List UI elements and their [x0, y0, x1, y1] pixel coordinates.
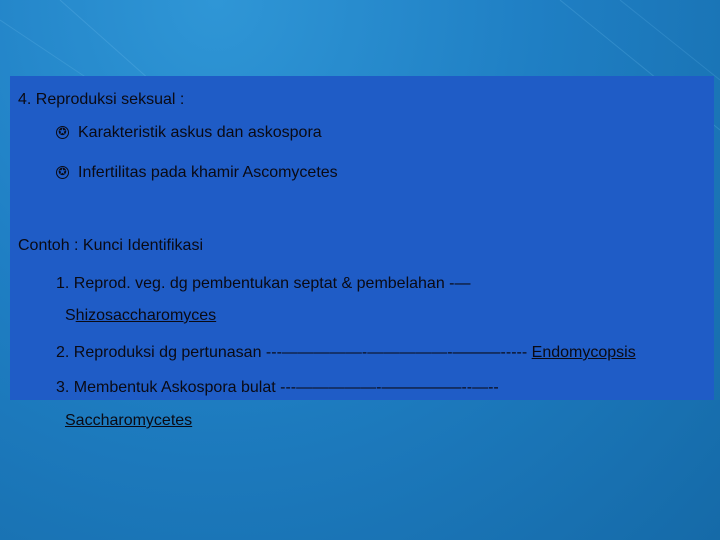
star-circle-icon: ✪ [56, 166, 69, 179]
bullet-item: Karakteristik askus dan askospora [78, 124, 322, 141]
key-step-2-text: 2. Reproduksi dg pertunasan ---—————-—————-———----- [56, 344, 532, 361]
key-result-1-prefix: S [65, 307, 76, 324]
key-step-1: 1. Reprod. veg. dg pembentukan septat & pembelahan -— [56, 275, 471, 292]
key-result-1-rest: hizosaccharomyces [75, 307, 217, 324]
key-result-3: Saccharomycetes [65, 412, 193, 429]
key-result-1 [65, 306, 216, 326]
star-circle-icon: ✪ [56, 126, 69, 139]
key-step-3: 3. Membentuk Askospora bulat ---—————-—————--—-- [56, 379, 499, 396]
contoh-label: Contoh : Kunci Identifikasi [18, 237, 203, 254]
bullet-item: Infertilitas pada khamir Ascomycetes [78, 164, 338, 181]
key-step-2 [56, 343, 636, 363]
key-result-2: Endomycopsis [531, 344, 636, 361]
slide-heading: 4. Reproduksi seksual : [18, 91, 185, 108]
